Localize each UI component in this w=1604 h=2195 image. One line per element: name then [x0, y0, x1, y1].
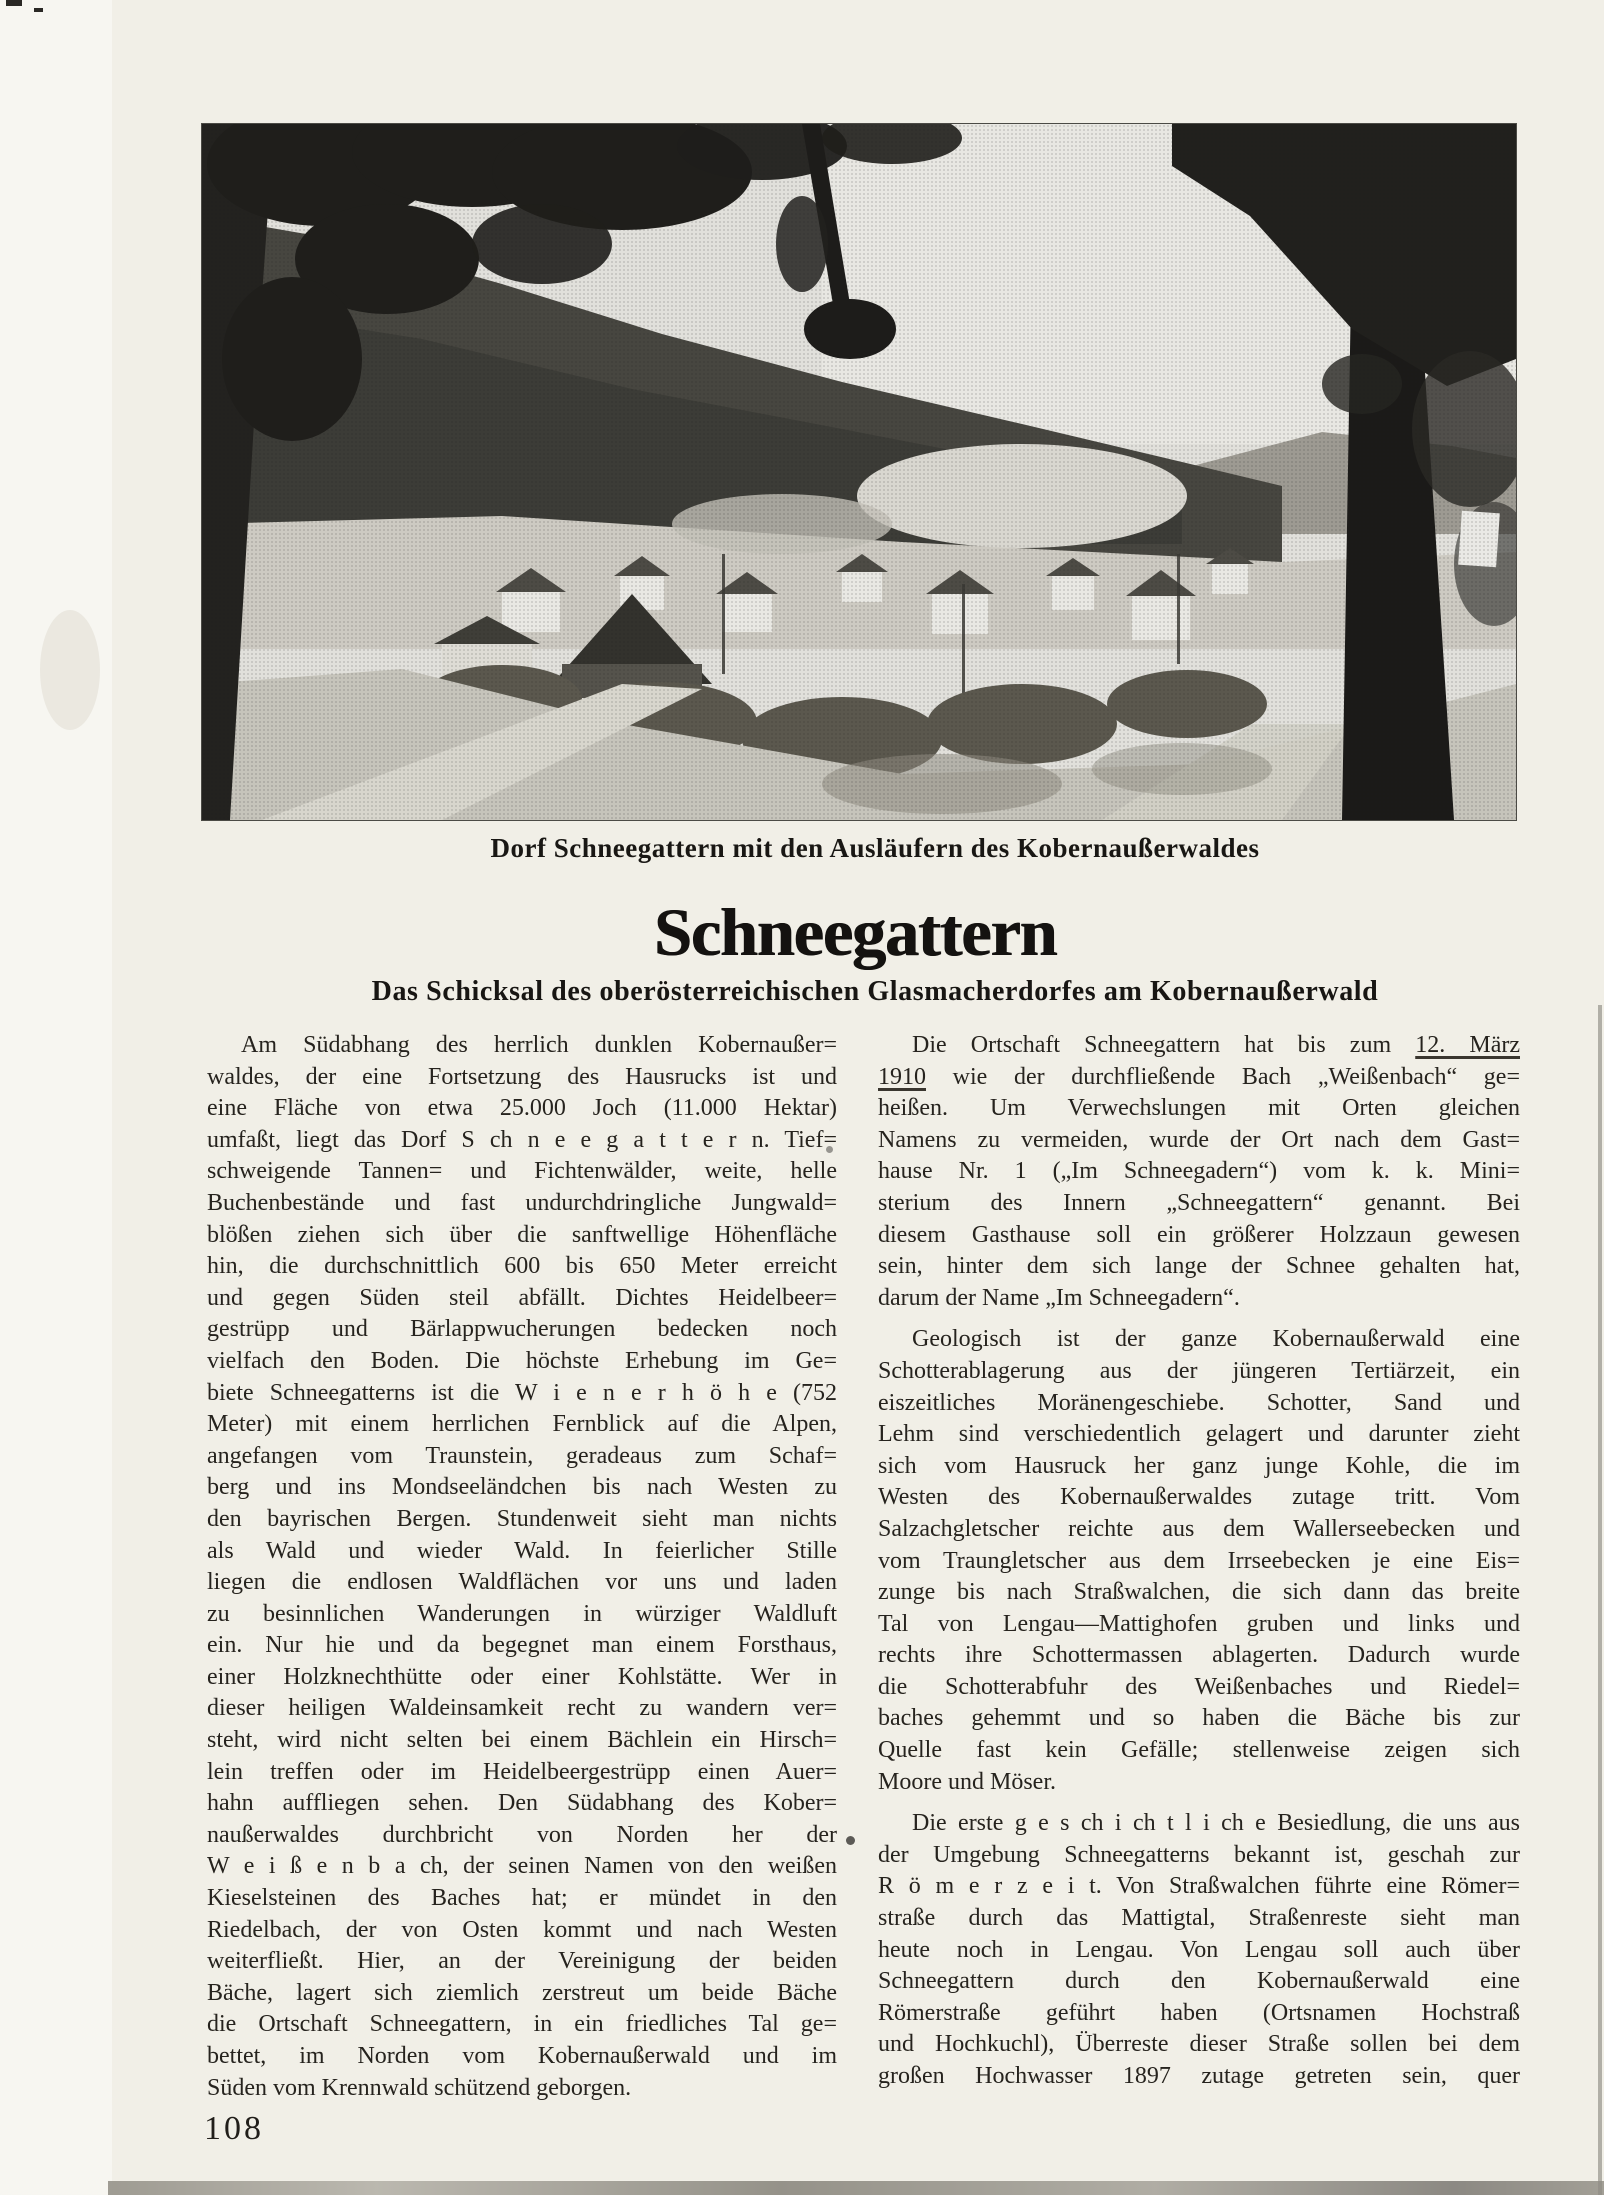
text-line: dieser heiligen Waldeinsamkeit recht zu wandern ver= [207, 1695, 837, 1722]
text-line: Namens zu vermeiden, wurde der Ort nach dem Gast= [878, 1126, 1520, 1153]
text-line: W e i ß e n b a ch, der seinen Namen von den weißen [207, 1853, 837, 1880]
text-line: sterium des Innern „Schneegattern“ genannt. Bei [878, 1189, 1520, 1216]
text-line: Meter) mit einem herrlichen Fernblick auf die Alpen, [207, 1411, 837, 1438]
text-line: eiszeitliches Moränengeschiebe. Schotter, Sand und [878, 1389, 1520, 1416]
text-line: Quelle fast kein Gefälle; stellenweise zeigen sich [878, 1737, 1520, 1764]
text-line: liegen die endlosen Waldflächen vor uns und laden [207, 1569, 837, 1596]
text-line: lein treffen oder im Heidelbeergestrüpp einen Auer= [207, 1758, 837, 1785]
text-line: angefangen vom Traunstein, geradeaus zum Schaf= [207, 1442, 837, 1469]
text-line: heißen. Um Verwechslungen mit Orten gleichen [878, 1095, 1520, 1122]
text-line: naußerwaldes durchbricht von Norden her der [207, 1821, 837, 1848]
text-line: Die erste g e s ch i ch t l i ch e Besiedlung, die uns aus [912, 1810, 1520, 1837]
paragraph [207, 1030, 837, 2104]
text-line: Die Ortschaft Schneegattern hat bis zum 12. März [912, 1032, 1520, 1058]
text-line: Riedelbach, der von Osten kommt und nach Westen [207, 1916, 837, 1943]
village-photo-illustration [202, 124, 1516, 820]
text-line: Römerstraße geführt haben (Ortsnamen Hochstraß [878, 1999, 1520, 2026]
text-line: vielfach den Boden. Die höchste Erhebung im Ge= [207, 1347, 837, 1374]
scan-artifact [40, 610, 100, 730]
text-line: rechts ihre Schottermassen ablagerten. Dadurch wurde [878, 1642, 1520, 1669]
text-line: den bayrischen Bergen. Stundenweit sieht man nichts [207, 1505, 837, 1532]
text-line: hin, die durchschnittlich 600 bis 650 Meter erreicht [207, 1253, 837, 1280]
text-line: als Wald und wieder Wald. In feierlicher Stille [207, 1537, 837, 1564]
ink-spot [826, 1146, 833, 1153]
text-line: Bäche, lagert sich ziemlich zerstreut um beide Bäche [207, 1979, 837, 2006]
text-line: vom Traungletscher aus dem Irrseebecken je eine Eis= [878, 1547, 1520, 1574]
village-photo [201, 123, 1517, 821]
text-line: bettet, im Norden vom Kobernaußerwald und im [207, 2043, 837, 2069]
paragraph [878, 1324, 1520, 1798]
text-column-left [207, 1030, 837, 2104]
text-line: Kieselsteinen des Baches hat; er mündet in den [207, 1885, 837, 1912]
text-line: zu besinnlichen Wanderungen in würziger Waldluft [207, 1600, 837, 1627]
text-line: Schneegattern durch den Kobernaußerwald eine [878, 1968, 1520, 1995]
article-title: Schneegattern [653, 894, 1057, 970]
text-line: schweigende Tannen= und Fichtenwälder, weite, helle [207, 1158, 837, 1185]
text-line: Tal von Lengau—Mattighofen gruben und links und [878, 1610, 1520, 1637]
paragraph [878, 1808, 1520, 2092]
scan-edge-bottom [108, 2181, 1604, 2195]
text-line: Salzachgletscher reichte aus dem Wallerseebecken und [878, 1515, 1520, 1542]
text-line: Schotterablagerung aus der jüngeren Tertiärzeit, ein [878, 1357, 1520, 1384]
scan-edge-right [1598, 1005, 1602, 2195]
paragraph [878, 1030, 1520, 1314]
text-line: umfaßt, liegt das Dorf S ch n e e g a t t e r n. Tief= [207, 1126, 837, 1153]
text-line: darum der Name „Im Schneegadern“. [878, 1284, 1240, 1311]
text-line: und gegen Süden steil abfällt. Dichtes Heidelbeer= [207, 1284, 837, 1311]
text-line: eine Fläche von etwa 25.000 Joch (11.000 Hektar) [207, 1095, 837, 1122]
scan-artifact [6, 0, 22, 6]
text-line: 1910 wie der durchfließende Bach „Weißenbach“ ge= [878, 1063, 1520, 1090]
text-line: Geologisch ist der ganze Kobernaußerwald eine [912, 1326, 1520, 1353]
scan-artifact [34, 8, 43, 12]
text-line: die Schotterabfuhr des Weißenbaches und Riedel= [878, 1673, 1520, 1700]
text-line: gestrüpp und Bärlappwucherungen bedecken noch [207, 1316, 837, 1343]
text-line: Moore und Möser. [878, 1768, 1056, 1795]
ink-spot [846, 1836, 855, 1845]
text-line: R ö m e r z e i t. Von Straßwalchen führte eine Römer= [878, 1873, 1520, 1900]
text-line: straße durch das Mattigtal, Straßenreste sieht man [878, 1905, 1520, 1932]
text-line: Lehm sind verschiedentlich gelagert und darunter zieht [878, 1421, 1520, 1448]
text-line: hause Nr. 1 („Im Schneegadern“) vom k. k. Mini= [878, 1158, 1520, 1185]
article-subtitle: Das Schicksal des oberösterreichischen Glasmacherdorfes am Kobernaußerwald [371, 976, 1379, 1007]
text-line: und Hochkuchl), Überreste dieser Straße sollen bei dem [878, 2031, 1520, 2058]
text-line: berg und ins Mondseeländchen bis nach Westen zu [207, 1474, 837, 1501]
text-line: biete Schneegatterns ist die W i e n e r h ö h e (752 [207, 1379, 837, 1406]
text-line: sein, hinter dem sich lange der Schnee gehalten hat, [878, 1253, 1520, 1280]
text-line: diesem Gasthause soll ein größerer Holzzaun gewesen [878, 1221, 1520, 1248]
text-line: großen Hochwasser 1897 zutage getreten sein, quer [878, 2063, 1520, 2089]
photo-caption: Dorf Schneegattern mit den Ausläufern des Kobernaußerwaldes [490, 833, 1260, 863]
text-line: hahn auffliegen sehen. Den Südabhang des Kober= [207, 1790, 837, 1817]
text-line: die Ortschaft Schneegattern, in ein friedliches Tal ge= [207, 2011, 837, 2038]
scan-margin [0, 0, 112, 2195]
text-line: blößen ziehen sich über die sanftwellige Höhenfläche [207, 1221, 837, 1248]
text-line: Westen des Kobernaußerwaldes zutage tritt. Vom [878, 1484, 1520, 1511]
text-line: heute noch in Lengau. Von Lengau soll auch über [878, 1936, 1520, 1963]
text-line: Buchenbestände und fast undurchdringliche Jungwald= [207, 1189, 837, 1216]
text-line: Am Südabhang des herrlich dunklen Kobernaußer= [241, 1032, 837, 1058]
page-number: 108 [204, 2110, 264, 2147]
text-column-right [878, 1030, 1520, 2093]
text-line: weiterfließt. Hier, an der Vereinigung der beiden [207, 1948, 837, 1975]
text-line: einer Holzknechthütte oder einer Kohlstätte. Wer in [207, 1663, 837, 1690]
text-line: steht, wird nicht selten bei einem Bächlein ein Hirsch= [207, 1727, 837, 1754]
text-line: ein. Nur hie und da begegnet man einem Forsthaus, [207, 1632, 837, 1659]
text-line: zunge bis nach Straßwalchen, die sich dann das breite [878, 1579, 1520, 1606]
text-line: baches gehemmt und so haben die Bäche bis zur [878, 1705, 1520, 1732]
text-line: waldes, der eine Fortsetzung des Hausrucks ist und [207, 1063, 837, 1090]
text-line: der Umgebung Schneegatterns bekannt ist, geschah zur [878, 1841, 1520, 1868]
text-line: sich vom Hausruck her ganz junge Kohle, die im [878, 1452, 1520, 1479]
text-line: Süden vom Krennwald schützend geborgen. [207, 2074, 632, 2101]
